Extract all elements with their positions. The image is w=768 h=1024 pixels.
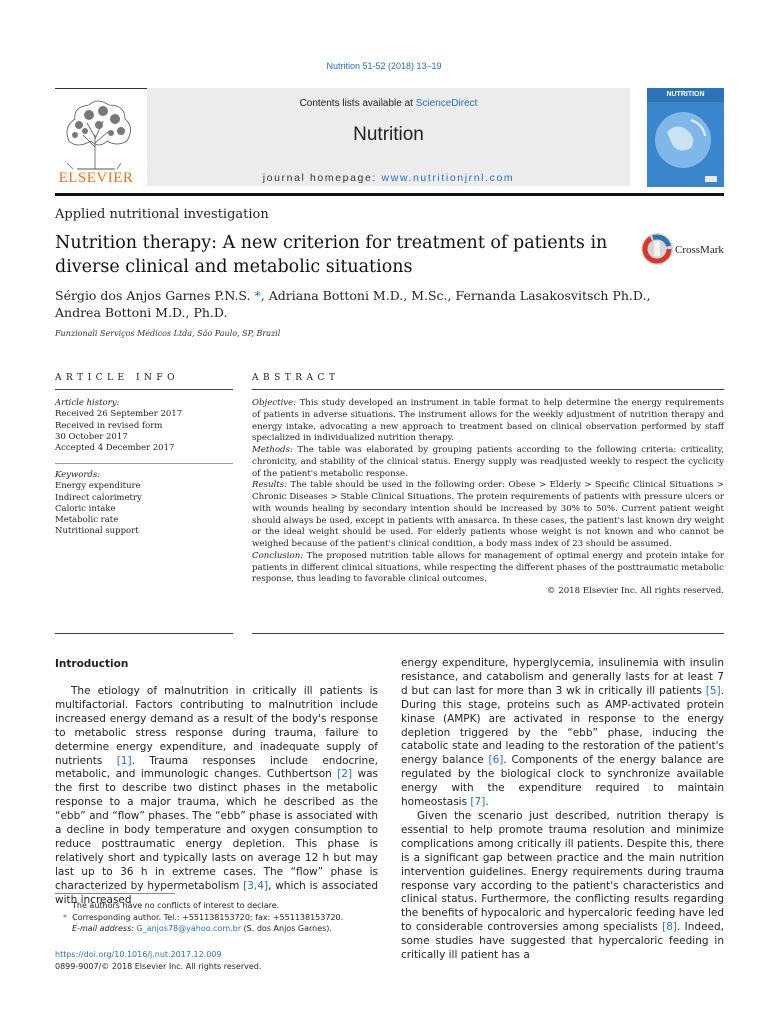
text-run: energy expenditure, hyperglycemia, insulinemia with insulin resistance, and catabolism and generally lasts for at least 7 d but can last for more than 3 wk in critically ill patients [401,657,724,697]
introduction-heading: Introduction [55,658,129,670]
text-run: Given the scenario just described, nutrition therapy is essential to help promote trauma resolution and minimize complications among critically ill patients. Despite this, there is a significant gap between practice and the main nutrition intervention guidelines. Energy requirements during trauma response vary according to the patient's characteristics and clinical status. Furthermore, the conflicting results regarding the benefits of hypocaloric and hypercaloric feeding have led to considerable controversies among specialists [401,809,724,934]
history-item: Accepted 4 December 2017 [55,443,175,454]
text-run: . Trauma responses include endocrine, metabolic, and immunologic changes. Cuthbertson [55,754,378,781]
abstract-body [252,398,724,598]
header-bottom-rule [55,193,724,196]
sciencedirect-link[interactable]: ScienceDirect [415,98,478,109]
text-run: . [485,796,489,809]
keyword-item: Indirect calorimetry [55,492,142,503]
doi-block [55,949,261,972]
abstract-results [252,480,724,551]
abstract-heading: ABSTRACT [252,373,340,383]
history-label: Article history: [55,398,120,408]
title-line-1: Nutrition therapy: A new criterion for treatment of patients in [55,233,608,253]
journal-homepage [147,172,630,184]
text-run: The etiology of malnutrition in critically ill patients is multifactorial. Factors contributing to malnutrition include increased energy demand as a result of the body's response to metabolic stress response during trauma, failure to determine energy expenditure, and inadequate supply of nutrients [55,685,378,767]
intro-paragraph [401,810,724,963]
results-text: The table should be used in the following order: Obese > Elderly > Specific Clinical Situations > Chronic Diseases > Stable Clinical Situations. The protein requirements of patients with pressure ulcers or with wounds healing by secondary intention should be increased by 30% to 50%. Current patient weight should always be used, except in patients with anasarca. In these cases, the patient's last known dry weight or the ideal weight should be used. For elderly patients whose weight is not known and who cannot be weighed because of the patient's clinical condition, a body mass index of 23 should be assumed. [252,480,724,549]
intro-paragraph [401,657,724,810]
reference-link[interactable]: [1] [116,754,132,767]
keyword-item: Caloric intake [55,503,116,514]
corresponding-text: Corresponding author. Tel.: +551138153720; fax: +551138153720. [72,912,344,922]
title-line-2: diverse clinical and metabolic situations [55,257,413,277]
journal-citation[interactable]: Nutrition 51-52 (2018) 13–19 [326,61,442,71]
text-run: . Components of the energy balance are regulated by the biological clock to synchronize available energy with the expenditure required to maintain homeostasis [401,754,724,809]
reference-link[interactable]: [8] [662,921,677,934]
doi-link[interactable]: https://doi.org/10.1016/j.nut.2017.12.009 [55,950,222,959]
email-link[interactable]: G_anjos78@yahoo.com.br [136,924,242,933]
reference-link[interactable]: [5] [705,684,721,697]
intro-left-column [55,685,378,908]
article-history [55,398,235,454]
abstract-bottom-rule [252,633,724,634]
cover-title: NUTRITION [666,91,705,98]
journal-title: Nutrition [353,124,424,145]
crossmark-icon [640,232,674,266]
intro-paragraph [55,685,378,908]
abstract-top-rule [252,389,724,390]
abstract-copyright: © 2018 Elsevier Inc. All rights reserved. [546,586,724,596]
corresponding-note [55,912,385,924]
abstract-conclusion [252,551,724,586]
keywords-label: Keywords: [55,470,101,480]
keywords [55,470,235,538]
journal-cover[interactable] [647,88,724,187]
contents-line [147,98,630,109]
author-list [55,287,715,321]
article-info-heading: ARTICLE INFO [55,373,180,383]
reference-link[interactable]: [7] [470,796,486,809]
publisher-name: ELSEVIER [58,170,134,186]
authors-line-2: Andrea Bottoni M.D., Ph.D. [55,305,228,320]
reference-link[interactable]: [6] [488,754,504,767]
reference-link[interactable]: [2] [337,768,353,781]
conclusion-text: The proposed nutrition table allows for management of optimal energy and protein intake for patients in different clinical situations, while respecting the different phases of the posttraumatic metabolic response, thus leading to favorable clinical outcomes. [252,550,724,585]
article-info-bottom-rule [55,633,233,634]
methods-label: Methods: [252,445,293,455]
footnotes [55,900,385,935]
homepage-prefix: journal homepage: [262,172,382,184]
email-label: E-mail address: [72,924,134,933]
history-item: Received in revised form [55,420,163,431]
reference-link[interactable]: [3,4] [243,879,269,892]
author-first[interactable]: Sérgio dos Anjos Garnes P.N.S. [55,288,255,303]
history-item: Received 26 September 2017 [55,409,183,420]
footnote-rule [55,893,175,894]
footnote-star: * [63,912,67,922]
article-info-top-rule [55,389,233,390]
issn-line: 0899-9007/© 2018 Elsevier Inc. All rights reserved. [55,961,262,971]
conclusion-label: Conclusion: [252,550,304,561]
authors-rest: , Adriana Bottoni M.D., M.Sc., Fernanda Lasakosvitsch Ph.D., [260,288,651,303]
contents-prefix: Contents lists available at [299,98,416,109]
keyword-item: Energy expenditure [55,481,141,492]
methods-text: The table was elaborated by grouping patients according to the following criteria: criticality, chronicity, and stability of the clinical status. Energy supply was readjusted weekly to respect the cyclicity of the patient's metabolic response. [252,445,724,479]
info-divider [55,463,233,464]
objective-label: Objective: [252,398,297,408]
email-owner: (S. dos Anjos Garnes). [241,924,332,933]
text-run: was the first to describe two distinct phases in the metabolic response to a major trauma, which he described as the “ebb” and “flow” phases. The “ebb” phase is associated with a decline in body temperature and oxygen consumption to reduce posttraumatic energy depletion. This phase is relatively short and typically lasts on average 12 h but may last up to 36 h in extreme cases. The “flow” phase is characterized by hypermetabolism [55,768,378,892]
history-item: 30 October 2017 [55,431,128,442]
corresponding-author-mark[interactable]: * [254,288,261,303]
text-run: , which is associated with increased [55,879,378,906]
crossmark-label: CrossMark [675,244,724,256]
objective-text: This study developed an instrument in table format to help determine the energy requirements of patients in adverse situations. The instrument allows for the weekly adjustment of nutrition therapy and energy intake, advocating a new approach to treatment based on clinical observation performed by staff specialized in individualized nutrition therapy. [252,398,724,444]
abstract-methods [252,445,724,480]
article-title [55,231,615,279]
affiliation: Funzionali Serviços Médicos Ltda, São Paulo, SP, Brazil [55,329,281,338]
homepage-link[interactable]: www.nutritionjrnl.com [381,172,515,184]
article-category: Applied nutritional investigation [55,207,269,222]
cover-globe-icon [647,102,724,187]
abstract-objective [252,398,724,445]
text-run: . Indeed, some studies have suggested that hypercaloric feeding in critically ill patient has a [401,921,724,962]
intro-right-column [401,657,724,963]
keyword-item: Nutritional support [55,526,139,537]
keyword-item: Metabolic rate [55,515,119,526]
email-note [55,923,385,935]
conflict-note: The authors have no conflicts of interest to declare. [72,901,280,910]
results-label: Results: [252,480,288,491]
authors-line-1 [55,287,715,304]
text-run: . During this stage, proteins such as AMP-activated protein kinase (AMPK) are activated in response to the energy depletion triggered by the “ebb” phase, inducing the catabolic state and leading to the restoration of the patient's energy balance [401,684,724,767]
